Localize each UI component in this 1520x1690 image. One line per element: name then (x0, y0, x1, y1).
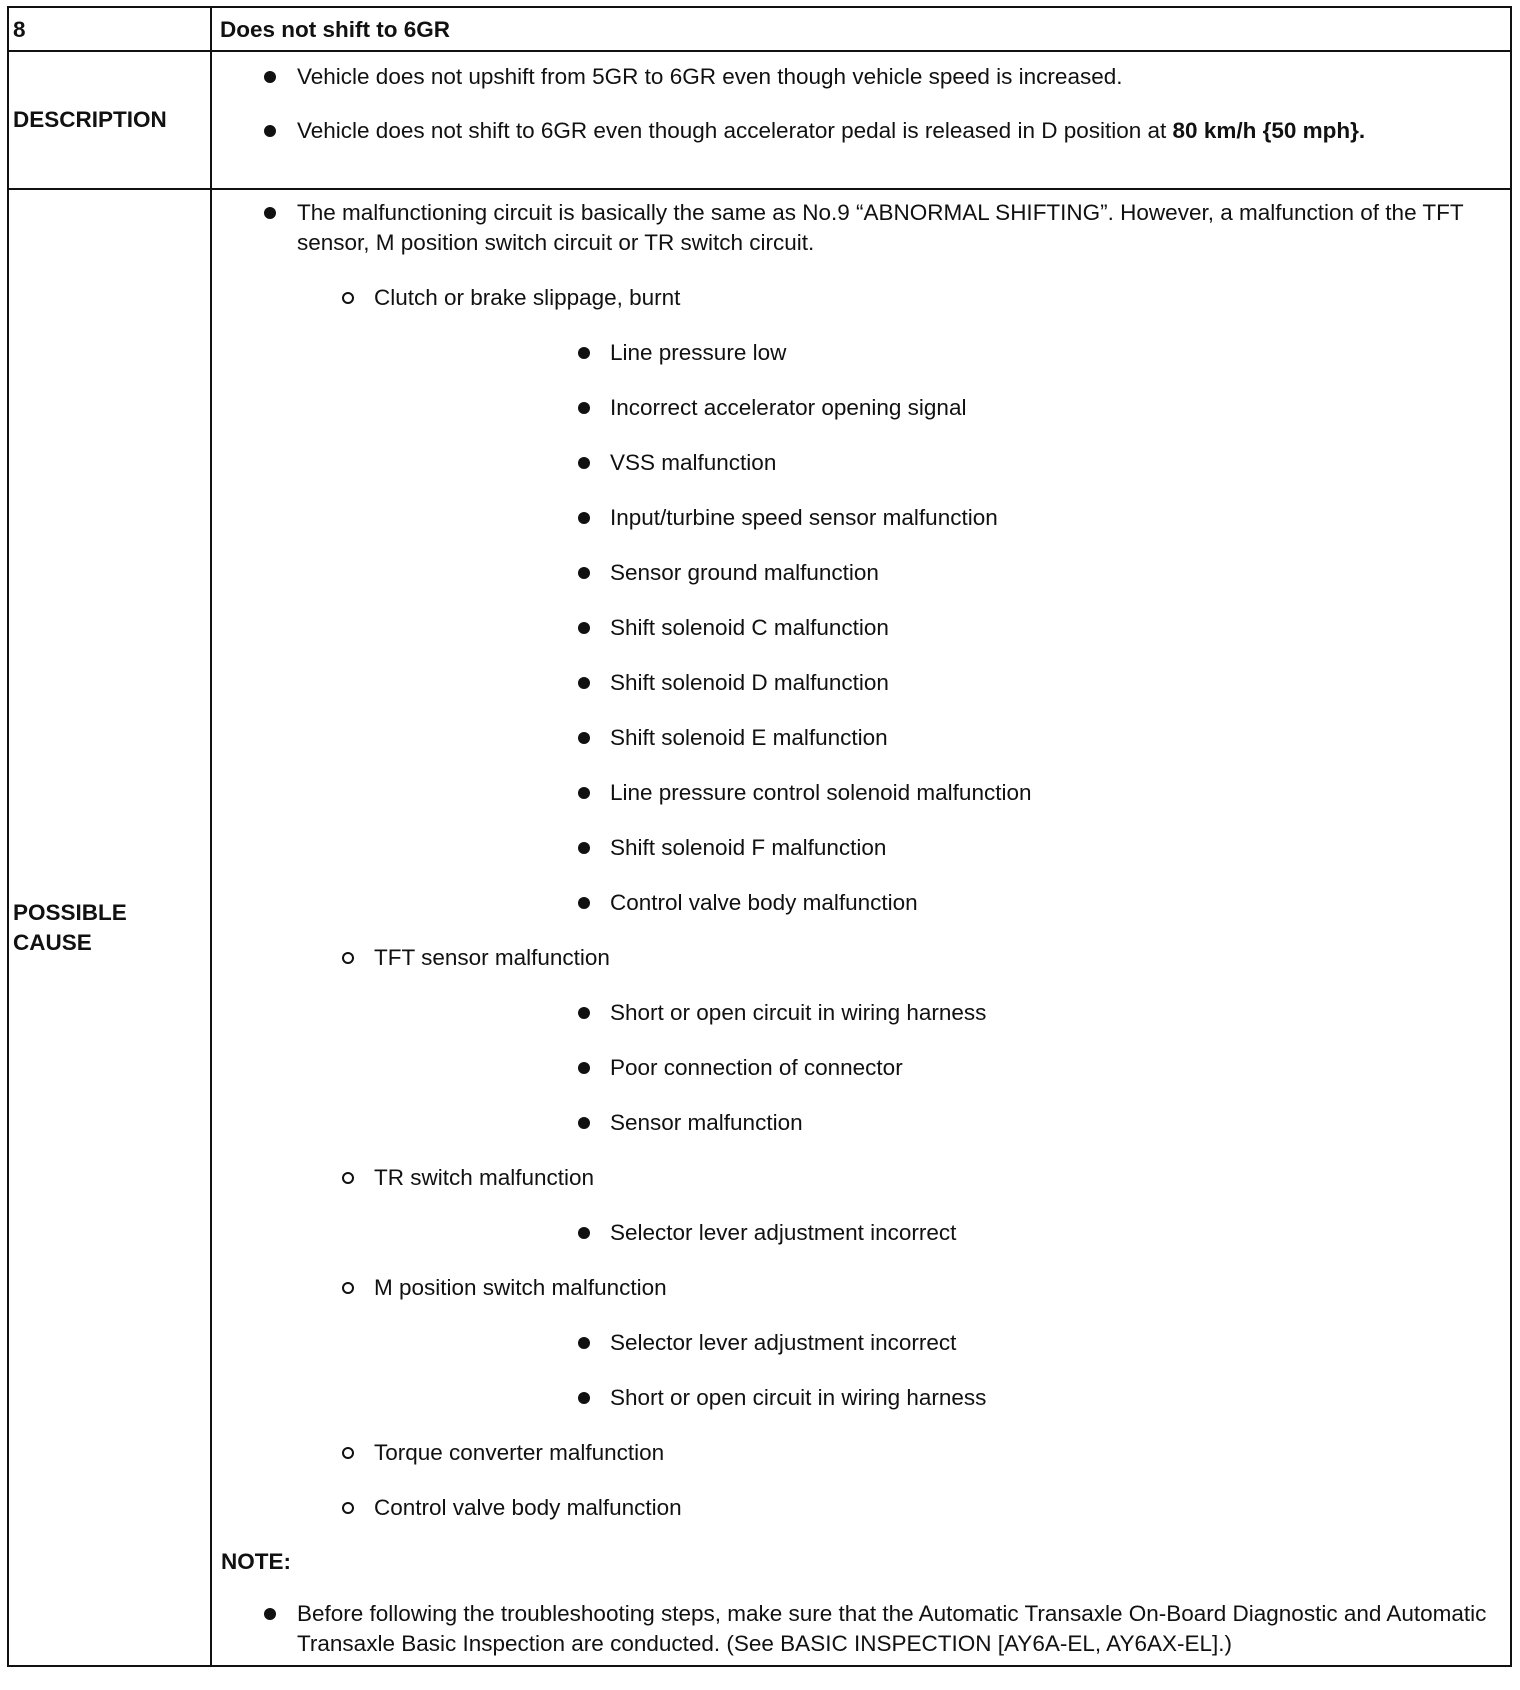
cause-item (374, 723, 1510, 753)
cause-intro-item (212, 198, 1510, 258)
cause-item-text: Selector lever adjustment incorrect (610, 1220, 957, 1245)
bullet-icon (578, 1007, 590, 1019)
bullet-icon (578, 787, 590, 799)
bullet-icon (578, 1337, 590, 1349)
cause-item-text: Shift solenoid E malfunction (610, 725, 888, 750)
cause-group-text: M position switch malfunction (374, 1275, 667, 1300)
speed-value: 80 km/h {50 mph}. (1172, 118, 1366, 143)
circle-bullet-icon (342, 952, 354, 964)
possible-cause-row (8, 189, 1511, 1666)
cause-item-text: Shift solenoid D malfunction (610, 670, 889, 695)
cause-item-text: Control valve body malfunction (610, 890, 918, 915)
cause-group (212, 283, 1510, 918)
cause-item-text: Shift solenoid F malfunction (610, 835, 887, 860)
note-label: NOTE: (221, 1549, 291, 1574)
cause-item (374, 338, 1510, 368)
cause-item (374, 393, 1510, 423)
cause-group (212, 943, 1510, 1138)
cause-groups (212, 283, 1510, 1523)
symptom-table (7, 6, 1512, 1667)
cause-item (374, 888, 1510, 918)
bullet-icon (578, 622, 590, 634)
bullet-icon (578, 512, 590, 524)
description-label: DESCRIPTION (8, 51, 211, 189)
cause-group (212, 1493, 1510, 1523)
cause-group (212, 1438, 1510, 1468)
bullet-icon (578, 1062, 590, 1074)
circle-bullet-icon (342, 292, 354, 304)
cause-sublist (374, 998, 1510, 1138)
bullet-icon (578, 677, 590, 689)
cause-item (374, 1328, 1510, 1358)
possible-cause-cell (211, 189, 1511, 1666)
cause-item (374, 448, 1510, 478)
circle-bullet-icon (342, 1502, 354, 1514)
bullet-icon (264, 207, 276, 219)
cause-item (374, 998, 1510, 1028)
cause-item-text: Input/turbine speed sensor malfunction (610, 505, 998, 530)
circle-bullet-icon (342, 1282, 354, 1294)
cause-item-text: Short or open circuit in wiring harness (610, 1385, 987, 1410)
cause-item (374, 613, 1510, 643)
cause-item-text: Sensor ground malfunction (610, 560, 879, 585)
cause-group (212, 1163, 1510, 1248)
bullet-icon (578, 1227, 590, 1239)
description-cell (211, 51, 1511, 189)
cause-item (374, 503, 1510, 533)
note-text: Before following the troubleshooting steps, make sure that the Automatic Transaxle On-Board Diagnostic and Automatic Transaxle Basic Inspection are conducted. (See BASIC INSPECTION [AY6A-EL, AY6AX-EL].) (297, 1601, 1487, 1656)
note-list (212, 1599, 1510, 1659)
description-row (8, 51, 1511, 189)
cause-item-text: Sensor malfunction (610, 1110, 803, 1135)
cause-item-text: Line pressure control solenoid malfunction (610, 780, 1032, 805)
cause-item (374, 833, 1510, 863)
cause-sublist (374, 338, 1510, 918)
note-item (212, 1599, 1510, 1659)
bullet-icon (264, 1608, 276, 1620)
cause-group-text: TR switch malfunction (374, 1165, 595, 1190)
description-text: Vehicle does not upshift from 5GR to 6GR even though vehicle speed is increased. (297, 64, 1123, 89)
cause-item (374, 558, 1510, 588)
cause-item-text: Selector lever adjustment incorrect (610, 1330, 957, 1355)
cause-item (374, 668, 1510, 698)
cause-item (374, 1383, 1510, 1413)
cause-group-text: Clutch or brake slippage, burnt (374, 285, 681, 310)
cause-sublist (374, 1218, 1510, 1248)
cause-item (374, 1218, 1510, 1248)
cause-intro-text: The malfunctioning circuit is basically the same as No.9 “ABNORMAL SHIFTING”. However, a malfunction of the TFT sensor, M position switch circuit or TR switch circuit. (297, 200, 1464, 255)
cause-item-text: Shift solenoid C malfunction (610, 615, 889, 640)
cause-item-text: Incorrect accelerator opening signal (610, 395, 967, 420)
bullet-icon (578, 732, 590, 744)
cause-item-text: Short or open circuit in wiring harness (610, 1000, 987, 1025)
bullet-icon (264, 71, 276, 83)
possible-cause-label: POSSIBLE CAUSE (8, 189, 211, 1666)
bullet-icon (578, 567, 590, 579)
circle-bullet-icon (342, 1447, 354, 1459)
circle-bullet-icon (342, 1172, 354, 1184)
cause-item-text: Line pressure low (610, 340, 787, 365)
cause-group-text: Torque converter malfunction (374, 1440, 665, 1465)
bullet-icon (578, 402, 590, 414)
symptom-number: 8 (8, 7, 211, 51)
cause-sublist (374, 1328, 1510, 1413)
cause-item-text: VSS malfunction (610, 450, 777, 475)
cause-group (212, 1273, 1510, 1413)
symptom-title: Does not shift to 6GR (211, 7, 1511, 51)
bullet-icon (578, 347, 590, 359)
bullet-icon (578, 1392, 590, 1404)
cause-list (212, 198, 1510, 258)
description-item (212, 116, 1510, 146)
description-text: Vehicle does not shift to 6GR even though accelerator pedal is released in D position at (297, 118, 1173, 143)
bullet-icon (578, 457, 590, 469)
bullet-icon (264, 125, 276, 137)
cause-item (374, 1108, 1510, 1138)
cause-group-text: TFT sensor malfunction (374, 945, 610, 970)
cause-group-text: Control valve body malfunction (374, 1495, 682, 1520)
description-item (212, 62, 1510, 92)
bullet-icon (578, 842, 590, 854)
cause-item (374, 1053, 1510, 1083)
cause-item-text: Poor connection of connector (610, 1055, 903, 1080)
description-list (212, 62, 1510, 146)
header-row (8, 7, 1511, 51)
bullet-icon (578, 897, 590, 909)
cause-item (374, 778, 1510, 808)
bullet-icon (578, 1117, 590, 1129)
